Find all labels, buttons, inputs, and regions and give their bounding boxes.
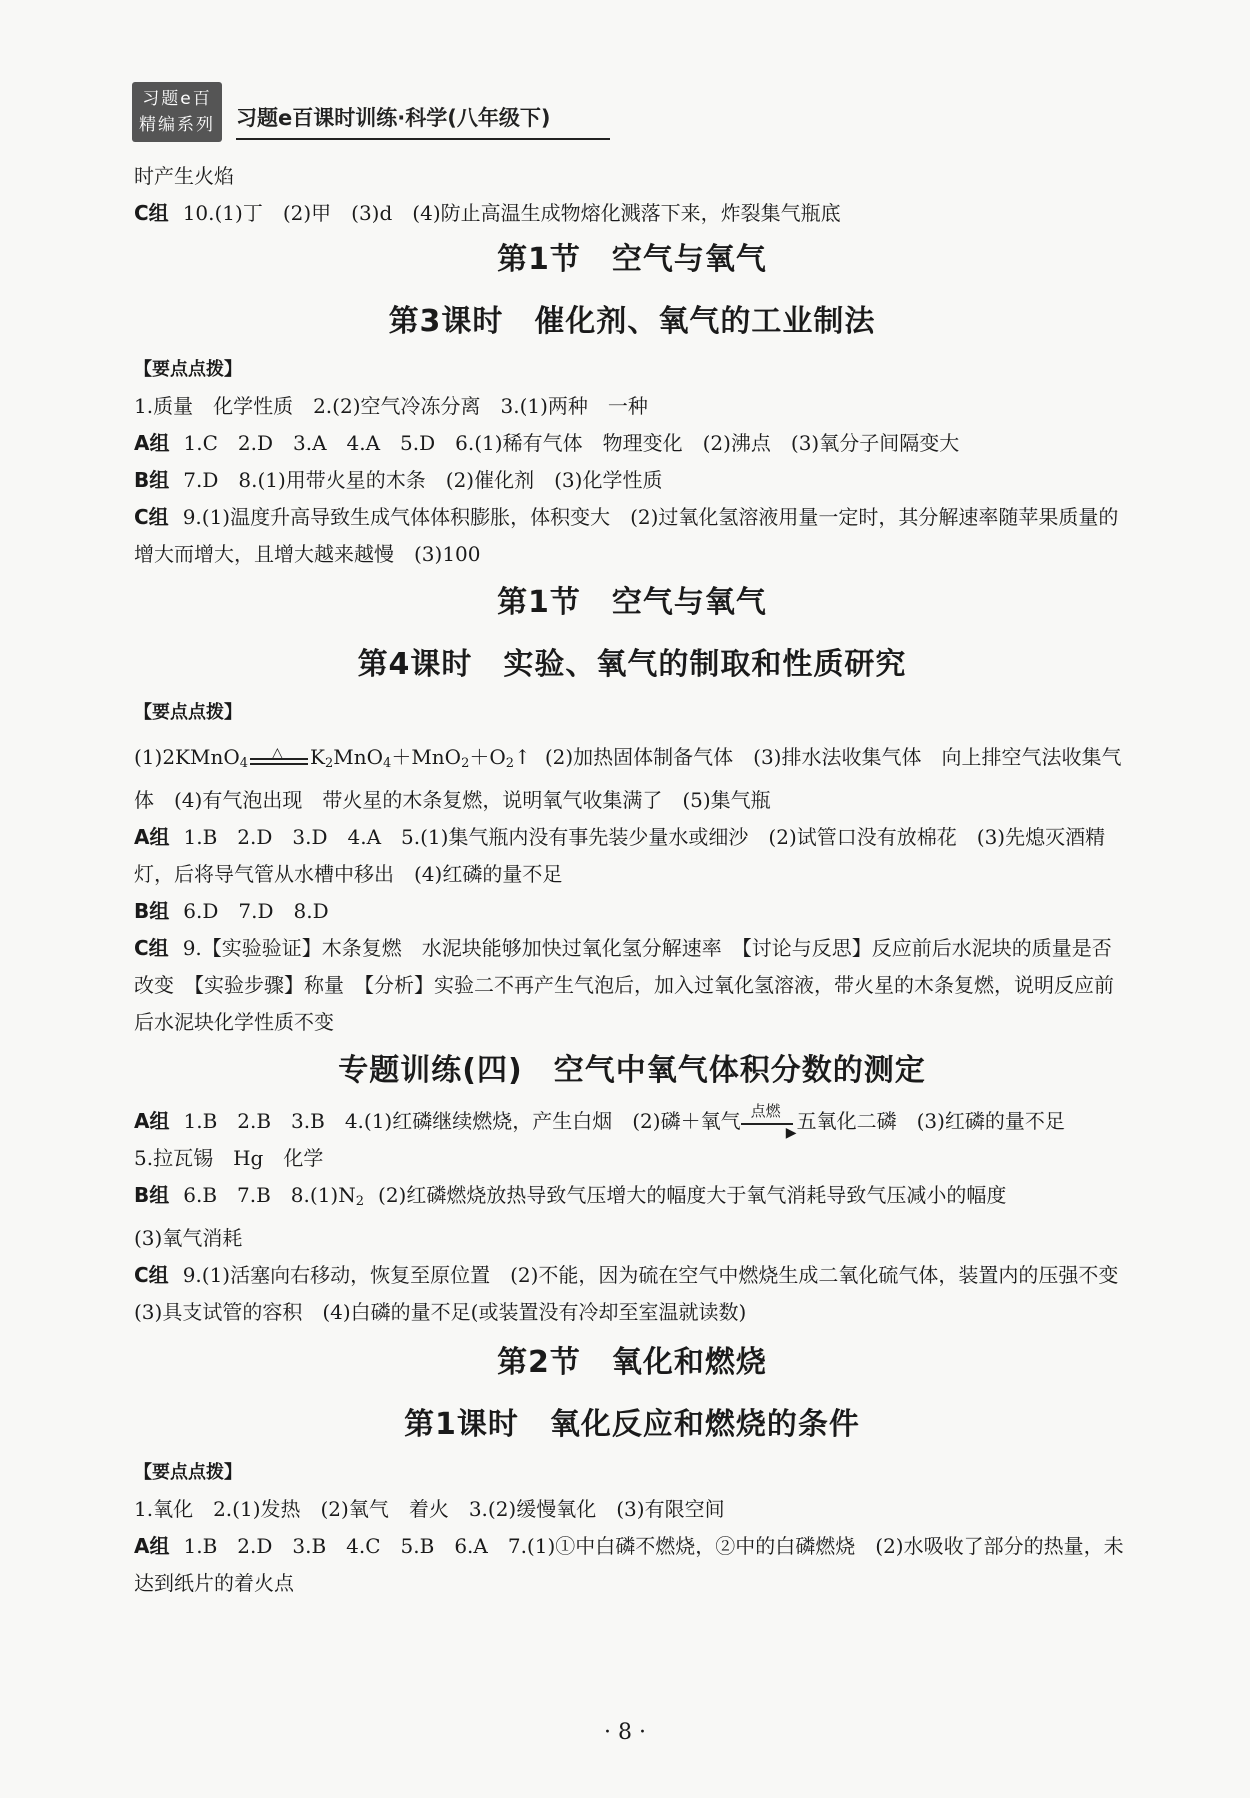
answer-text: 9.(1)温度升高导致生成气体体积膨胀，体积变大 (2)过氧化氢溶液用量一定时，其分解速率随苹果质量的增大而增大，且增大越来越慢 (3)100	[134, 505, 1119, 566]
section-title: 第2节 氧化和燃烧	[497, 1345, 767, 1380]
group-label: B组	[134, 468, 170, 492]
group-c	[134, 1257, 1139, 1331]
group-b	[134, 893, 1130, 930]
answer-text: (2)加热固体制备气体 (3)排水法收集气体 向上排空气法收集气体 (4)有气泡出现 带火星的木条复燃，说明氧气收集满了 (5)集气瓶	[134, 745, 1122, 812]
section-title: 第1节 空气与氧气	[497, 585, 767, 620]
subscript: 4	[383, 756, 392, 771]
topic-title: 专题训练(四) 空气中氧气体积分数的测定	[338, 1053, 926, 1088]
section-title: 第1节 空气与氧气	[497, 242, 767, 277]
answer-text: (2)红磷燃烧放热导致气压增大的幅度大于氧气消耗导致气压减小的幅度	[378, 1183, 1007, 1207]
answer-content	[134, 158, 1139, 1602]
group-label: B组	[134, 1183, 170, 1207]
answer-text: 7.D 8.(1)用带火星的木条 (2)催化剂 (3)化学性质	[183, 468, 663, 492]
page-header	[132, 82, 612, 142]
group-c	[134, 499, 1130, 573]
equation-part: (1)2KMnO	[134, 745, 240, 769]
group-label: A组	[134, 1109, 170, 1133]
key-points-text	[134, 739, 1130, 819]
answer-text: 9.【实验验证】木条复燃 水泥块能够加快过氧化氢分解速率 【讨论与反思】反应前后水泥块的质量是否改变 【实验步骤】称量 【分析】实验二不再产生气泡后，加入过氧化氢溶液，带火星的木条复燃，说明反应前后水泥块化学性质不变	[134, 936, 1114, 1034]
lesson-title: 第1课时 氧化反应和燃烧的条件	[404, 1407, 860, 1442]
answer-text: 1.C 2.D 3.A 4.A 5.D 6.(1)稀有气体 物理变化 (2)沸点 (3)氧分子间隔变大	[183, 431, 960, 455]
group-label: C组	[134, 505, 169, 529]
series-line2: 精编系列	[139, 115, 215, 135]
answer-text: 6.D 7.D 8.D	[183, 899, 329, 923]
subscript: 2	[505, 756, 515, 771]
subscript: 2	[325, 756, 334, 771]
answer-text: 五氧化二磷 (3)红磷的量不足	[796, 1109, 1065, 1133]
continued-text: 时产生火焰	[134, 164, 234, 188]
group-label: B组	[134, 899, 170, 923]
group-b	[134, 462, 1130, 499]
subscript: 2	[461, 756, 470, 771]
group-label: C组	[134, 936, 169, 960]
reaction-condition: 点燃	[750, 1101, 781, 1120]
series-line1: 习题e百	[142, 89, 212, 109]
ignition-arrow: 点燃 ▶	[741, 1113, 797, 1133]
group-a	[134, 819, 1130, 893]
delta-symbol: △	[272, 744, 283, 761]
group-label: A组	[134, 431, 170, 455]
book-title: 习题e百课时训练·科学(八年级下)	[236, 102, 610, 140]
key-points-text: 1.质量 化学性质 2.(2)空气冷冻分离 3.(1)两种 一种	[134, 394, 648, 418]
gas-arrow: ↑	[514, 745, 531, 769]
answer-text: 1.B 2.B 3.B 4.(1)红磷继续燃烧，产生白烟 (2)磷＋氧气	[183, 1109, 741, 1133]
group-a	[134, 425, 1130, 462]
key-points-heading: 【要点点拨】	[134, 359, 242, 380]
lesson-title: 第4课时 实验、氧气的制取和性质研究	[357, 647, 907, 682]
answer-text: 9.(1)活塞向右移动，恢复至原位置 (2)不能，因为硫在空气中燃烧生成二氧化硫气体，装置内的压强不变 (3)具支试管的容积 (4)白磷的量不足(或装置没有冷却至室温就读数)	[134, 1263, 1139, 1324]
group-a	[134, 1528, 1130, 1602]
answer-text: 1.B 2.D 3.D 4.A 5.(1)集气瓶内没有事先装少量水或细沙 (2)试管口没有放棉花 (3)先熄灭酒精灯，后将导气管从水槽中移出 (4)红磷的量不足	[134, 825, 1106, 886]
lesson-title: 第3课时 催化剂、氧气的工业制法	[388, 304, 876, 339]
group-label: A组	[134, 1534, 170, 1558]
group-c-prev	[134, 195, 1130, 232]
equation-part: K	[310, 745, 325, 769]
equation-part: ＋MnO	[391, 745, 462, 769]
subscript: 2	[355, 1194, 365, 1209]
group-a-line2: 5.拉瓦锡 Hg 化学	[134, 1146, 324, 1170]
answer-text: 10.(1)丁 (2)甲 (3)d (4)防止高温生成物熔化溅落下来，炸裂集气瓶底	[182, 201, 841, 225]
page-number: · 8 ·	[604, 1720, 646, 1745]
group-b-line2: (3)氧气消耗	[134, 1226, 243, 1250]
key-points-text: 1.氧化 2.(1)发热 (2)氧气 着火 3.(2)缓慢氧化 (3)有限空间	[134, 1497, 725, 1521]
group-c	[134, 930, 1130, 1041]
equation-part: MnO	[333, 745, 384, 769]
group-label: A组	[134, 825, 170, 849]
group-a	[134, 1103, 1130, 1140]
equation-part: ＋O	[469, 745, 506, 769]
answer-text: 1.B 2.D 3.B 4.C 5.B 6.A 7.(1)①中白磷不燃烧，②中的白磷燃烧 (2)水吸收了部分的热量，未达到纸片的着火点	[134, 1534, 1124, 1595]
group-label: C组	[134, 201, 169, 225]
group-b	[134, 1177, 1130, 1220]
subscript: 4	[239, 756, 249, 771]
answer-text: 6.B 7.B 8.(1)N	[183, 1183, 356, 1207]
group-label: C组	[134, 1263, 169, 1287]
series-logo	[132, 82, 222, 142]
key-points-heading: 【要点点拨】	[134, 1462, 242, 1483]
heating-condition-sign	[248, 744, 310, 769]
key-points-heading: 【要点点拨】	[134, 702, 242, 723]
